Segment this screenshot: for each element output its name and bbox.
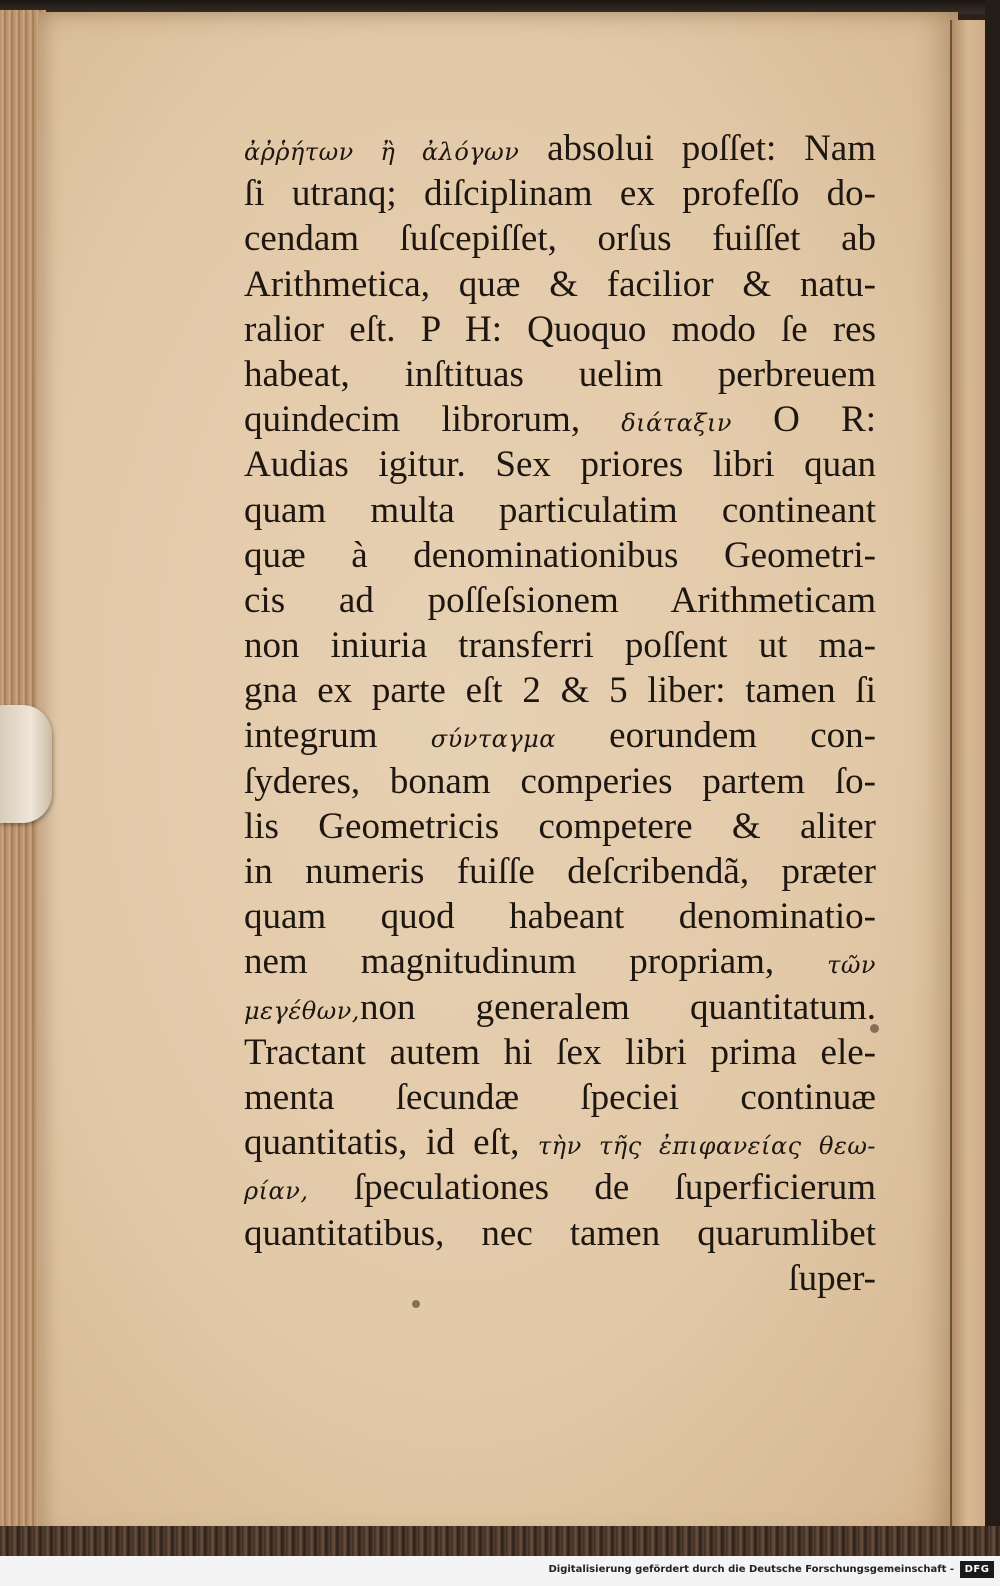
- funding-credit: Digitalisierung gefördert durch die Deutsche Forschungsgemeinschaft -: [548, 1564, 954, 1575]
- text-line: nem magnitudinum propriam, τῶν: [244, 941, 876, 983]
- text-line: Arithmetica, quæ & facilior & natu-: [244, 263, 876, 305]
- text-line: quantitatibus, nec tamen quarumlibet: [244, 1212, 876, 1254]
- clasp-tab: [0, 705, 52, 823]
- text-line: non iniuria transferri poſſent ut ma-: [244, 625, 876, 667]
- text-line: cis ad poſſeſsionem Arithmeticam: [244, 579, 876, 621]
- catchword: ſuper-: [788, 1257, 876, 1299]
- text-line: ralior eſt. P H: Quoquo modo ſe res: [244, 308, 876, 350]
- dfg-logo: DFG: [960, 1561, 994, 1578]
- text-line: Audias igitur. Sex priores libri quan: [244, 444, 876, 486]
- text-line: μεγέθων,non generalem quantitatum.: [244, 986, 876, 1028]
- ink-spot: [412, 1300, 420, 1308]
- text-line: ſi utranq; diſciplinam ex profeſſo do-: [244, 173, 876, 215]
- text-line: ſyderes, bonam comperies partem ſo-: [244, 760, 876, 802]
- text-line: ρίαν, ſpeculationes de ſuperficierum: [244, 1167, 877, 1209]
- text-line: integrum σύνταγμα eorundem con-: [244, 715, 876, 757]
- text-line: quindecim librorum, διάταξιν O R:: [244, 399, 877, 441]
- text-line: Tractant autem hi ſex libri prima ele-: [244, 1031, 876, 1073]
- text-line: habeat, inſtituas uelim perbreuem: [244, 353, 876, 395]
- text-line: ἀῤῥήτων ἢ ἀλόγων absolui poſſet: Nam: [244, 128, 876, 169]
- text-line: in numeris fuiſſe deſcribendã, præter: [244, 851, 876, 892]
- book-cover-edge: [985, 0, 1000, 1550]
- text-line: gna ex parte eſt 2 & 5 liber: tamen ſi: [244, 670, 876, 712]
- printed-text-block: [244, 126, 876, 1301]
- text-line: lis Geometricis competere & aliter: [244, 805, 876, 847]
- text-line: quam quod habeant denominatio-: [244, 896, 876, 938]
- text-line: menta ſecundæ ſpeciei continuæ: [244, 1076, 876, 1118]
- digitization-footer: [0, 1556, 1000, 1586]
- binding-bottom-edge: [0, 1526, 1000, 1556]
- text-line: quantitatis, id eſt, τὴν τῆς ἐπιφανείας θεω-: [244, 1122, 876, 1164]
- text-line: quam multa particulatim contineant: [244, 489, 876, 531]
- text-line: cendam ſuſcepiſſet, orſus fuiſſet ab: [244, 218, 876, 260]
- text-line: quæ à denominationibus Geometri-: [244, 534, 876, 576]
